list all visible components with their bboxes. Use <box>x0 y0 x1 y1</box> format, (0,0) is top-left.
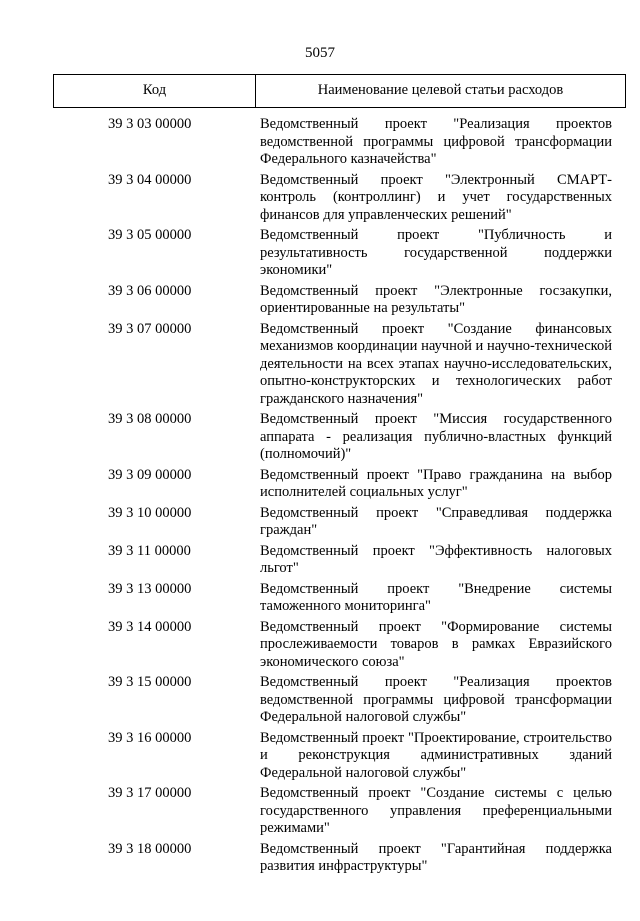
row-code: 39 3 17 00000 <box>108 785 192 801</box>
row-name: Ведомственный проект "Миссия государственного аппарата - реализация публично-властных функций (полномочий)" <box>260 411 612 462</box>
table-row <box>0 785 640 838</box>
table-row <box>0 730 640 783</box>
row-name: Ведомственный проект "Справедливая поддержка граждан" <box>260 504 612 538</box>
table-row <box>0 172 640 225</box>
row-code: 39 3 09 00000 <box>108 466 192 483</box>
row-name: Ведомственный проект "Публичность и результативность государственной поддержки экономики" <box>260 227 612 278</box>
row-code: 39 3 07 00000 <box>108 320 192 337</box>
row-code: 39 3 03 00000 <box>108 116 192 132</box>
row-code: 39 3 18 00000 <box>108 840 192 857</box>
table-body <box>0 116 640 879</box>
row-name: Ведомственный проект "Реализация проектов ведомственной программы цифровой трансформации Федерального казначейства" <box>260 116 612 167</box>
table-row <box>0 227 640 280</box>
table-row <box>0 581 640 616</box>
row-code: 39 3 05 00000 <box>108 227 192 243</box>
row-name: Ведомственный проект "Право гражданина на выбор исполнителей социальных услуг" <box>260 466 612 500</box>
row-code: 39 3 13 00000 <box>108 580 192 597</box>
row-name: Ведомственный проект "Создание финансовых механизмов координации научной и научно-технической деятельности на всех этапах научно-исследовательских, опытно-конструкторских и технологических работ гражданского назначения" <box>260 320 612 407</box>
row-name: Ведомственный проект "Создание системы с целью государственного управления преференциальными режимами" <box>260 785 612 836</box>
row-code: 39 3 04 00000 <box>108 171 192 188</box>
row-name: Ведомственный проект "Электронный СМАРТ-контроль (контроллинг) и учет государственных финансов для управленческих решений" <box>260 171 612 223</box>
row-name: Ведомственный проект "Формирование системы прослеживаемости товаров в рамках Евразийского экономического союза" <box>260 618 612 670</box>
table-row <box>0 619 640 672</box>
row-name: Ведомственный проект "Электронные госзакупки, ориентированные на результаты" <box>260 282 612 316</box>
table-row <box>0 841 640 876</box>
table-row <box>0 543 640 578</box>
row-code: 39 3 14 00000 <box>108 618 192 635</box>
page-number: 5057 <box>305 45 335 61</box>
row-code: 39 3 11 00000 <box>108 542 191 559</box>
table-row <box>0 467 640 502</box>
row-code: 39 3 16 00000 <box>108 729 192 746</box>
row-code: 39 3 15 00000 <box>108 674 192 690</box>
table-header <box>53 74 626 108</box>
row-name: Ведомственный проект "Гарантийная поддержка развития инфраструктуры" <box>260 840 612 874</box>
table-row <box>0 321 640 409</box>
column-header-code: Код <box>142 82 167 98</box>
row-name: Ведомственный проект "Реализация проектов ведомственной программы цифровой трансформации Федеральной налоговой службы" <box>260 674 612 725</box>
column-header-name: Наименование целевой статьи расходов <box>317 82 564 98</box>
table-row <box>0 505 640 540</box>
row-code: 39 3 06 00000 <box>108 282 192 299</box>
table-row <box>0 283 640 318</box>
row-name: Ведомственный проект "Проектирование, строительство и реконструкция административных зданий Федеральной налоговой службы" <box>260 729 612 781</box>
row-code: 39 3 10 00000 <box>108 504 192 521</box>
table-row <box>0 411 640 464</box>
row-name: Ведомственный проект "Внедрение системы таможенного мониторинга" <box>260 580 612 614</box>
row-code: 39 3 08 00000 <box>108 411 192 427</box>
table-row <box>0 116 640 169</box>
table-row <box>0 674 640 727</box>
row-name: Ведомственный проект "Эффективность налоговых льгот" <box>260 542 612 576</box>
